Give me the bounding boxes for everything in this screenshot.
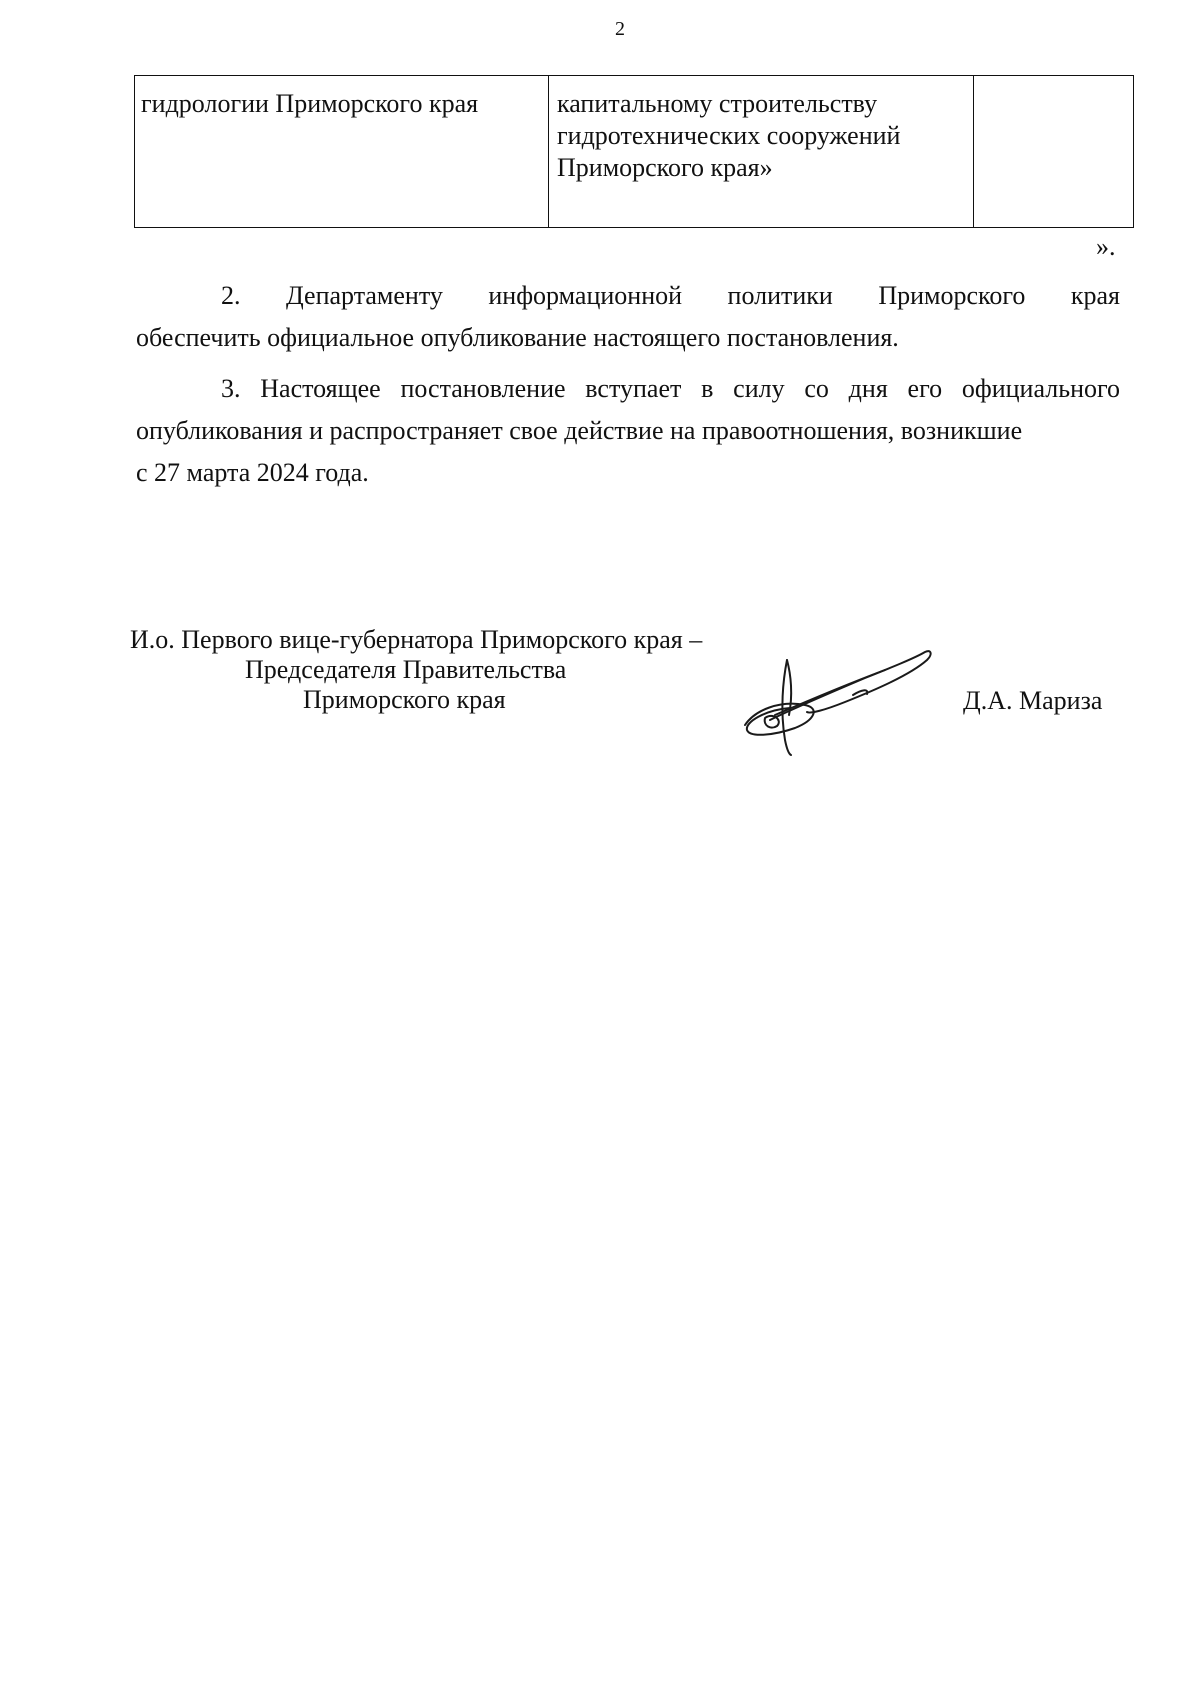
paragraph-2 xyxy=(136,275,1120,359)
signatory-title-line: Приморского края xyxy=(303,685,506,714)
signatory-title-line: И.о. Первого вице-губернатора Приморского края – xyxy=(130,625,703,654)
paragraph-line: опубликования и распространяет свое действие на правоотношения, возникшие xyxy=(136,416,1023,445)
table-cell-description xyxy=(549,76,974,227)
table-cell-department xyxy=(135,76,549,227)
signatory-title xyxy=(130,625,702,715)
paragraph-line: с 27 марта 2024 года. xyxy=(136,458,369,487)
continuation-table xyxy=(134,75,1134,228)
paragraph-line: 2. Департаменту информационной политики Приморского края xyxy=(221,281,1120,310)
paragraph-line: 3. Настоящее постановление вступает в силу со дня его официального xyxy=(221,374,1120,403)
paragraph-3 xyxy=(136,368,1120,494)
page-number: 2 xyxy=(615,18,625,40)
signer-name: Д.А. Мариза xyxy=(963,686,1103,715)
handwritten-signature xyxy=(735,640,945,760)
table-cell-text: гидротехнических сооружений xyxy=(557,121,901,150)
table-cell-text: капитальному строительству xyxy=(557,89,878,118)
table-cell-text: гидрологии Приморского края xyxy=(141,89,479,118)
table-cell-empty xyxy=(974,76,1133,227)
table-cell-text: Приморского края» xyxy=(557,153,773,182)
paragraph-line: обеспечить официальное опубликование настоящего постановления. xyxy=(136,323,899,352)
signatory-title-line: Председателя Правительства xyxy=(245,655,567,684)
closing-quote: ». xyxy=(1096,232,1116,261)
